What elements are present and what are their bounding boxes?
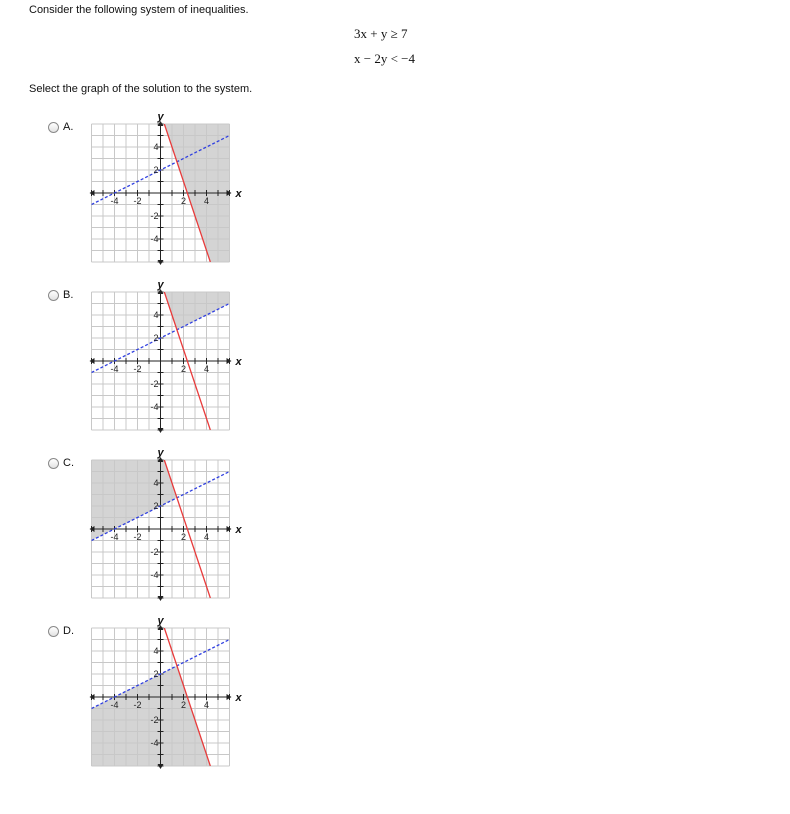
x-tick-label: 4 (203, 364, 210, 374)
y-tick-label: -4 (150, 234, 159, 244)
graph-option-d (88, 616, 240, 784)
question-prompt: Consider the following system of inequalities. (29, 4, 249, 16)
inequality-1: 3x + y ≥ 7 (354, 26, 408, 41)
y-tick-label: 4 (153, 478, 159, 488)
inequality-2: x − 2y < −4 (354, 51, 415, 66)
y-axis-label: y (157, 447, 164, 459)
x-tick-label: -4 (110, 364, 119, 374)
radio-button-a[interactable] (48, 122, 59, 133)
y-axis-label: y (157, 279, 164, 291)
y-axis-label: y (157, 111, 164, 123)
y-tick-label: -2 (150, 547, 159, 557)
graph-option-b (88, 280, 240, 448)
x-tick-label: 2 (180, 364, 187, 374)
solution-region (165, 292, 230, 330)
y-tick-label: -4 (150, 402, 159, 412)
answer-option-d[interactable] (0, 615, 300, 794)
x-tick-label: -4 (110, 532, 119, 542)
x-tick-label: -2 (133, 700, 142, 710)
radio-button-c[interactable] (48, 458, 59, 469)
graph-option-a (88, 112, 240, 280)
y-tick-label: 4 (153, 646, 159, 656)
y-tick-label: 2 (153, 501, 159, 511)
x-tick-label: -2 (133, 532, 142, 542)
y-tick-label: 2 (153, 165, 159, 175)
x-axis-label: x (235, 692, 242, 704)
y-tick-label: -2 (150, 211, 159, 221)
graph-option-c (88, 448, 240, 616)
option-label-c[interactable]: C. (63, 457, 74, 469)
answer-option-a[interactable] (0, 111, 300, 290)
radio-button-b[interactable] (48, 290, 59, 301)
solution-region (92, 460, 177, 541)
question-instruction: Select the graph of the solution to the system. (29, 83, 253, 95)
radio-button-d[interactable] (48, 626, 59, 637)
x-tick-label: -2 (133, 196, 142, 206)
option-label-b[interactable]: B. (63, 289, 74, 301)
y-tick-label: -4 (150, 738, 159, 748)
option-label-a[interactable]: A. (63, 121, 74, 133)
y-tick-label: 4 (153, 310, 159, 320)
answer-option-c[interactable] (0, 447, 300, 626)
x-tick-label: 2 (180, 196, 187, 206)
x-tick-label: -4 (110, 196, 119, 206)
answer-option-b[interactable] (0, 279, 300, 458)
y-tick-label: 2 (153, 669, 159, 679)
y-tick-label: -2 (150, 379, 159, 389)
x-axis-label: x (235, 188, 242, 200)
x-tick-label: 4 (203, 196, 210, 206)
y-tick-label: -4 (150, 570, 159, 580)
x-axis-label: x (235, 356, 242, 368)
x-tick-label: 4 (203, 532, 210, 542)
x-tick-label: -2 (133, 364, 142, 374)
y-axis-label: y (157, 615, 164, 627)
x-tick-label: -4 (110, 700, 119, 710)
x-tick-label: 2 (180, 700, 187, 710)
y-tick-label: -2 (150, 715, 159, 725)
option-label-d[interactable]: D. (63, 625, 74, 637)
x-tick-label: 2 (180, 532, 187, 542)
x-axis-label: x (235, 524, 242, 536)
x-tick-label: 4 (203, 700, 210, 710)
y-tick-label: 4 (153, 142, 159, 152)
y-tick-label: 2 (153, 333, 159, 343)
